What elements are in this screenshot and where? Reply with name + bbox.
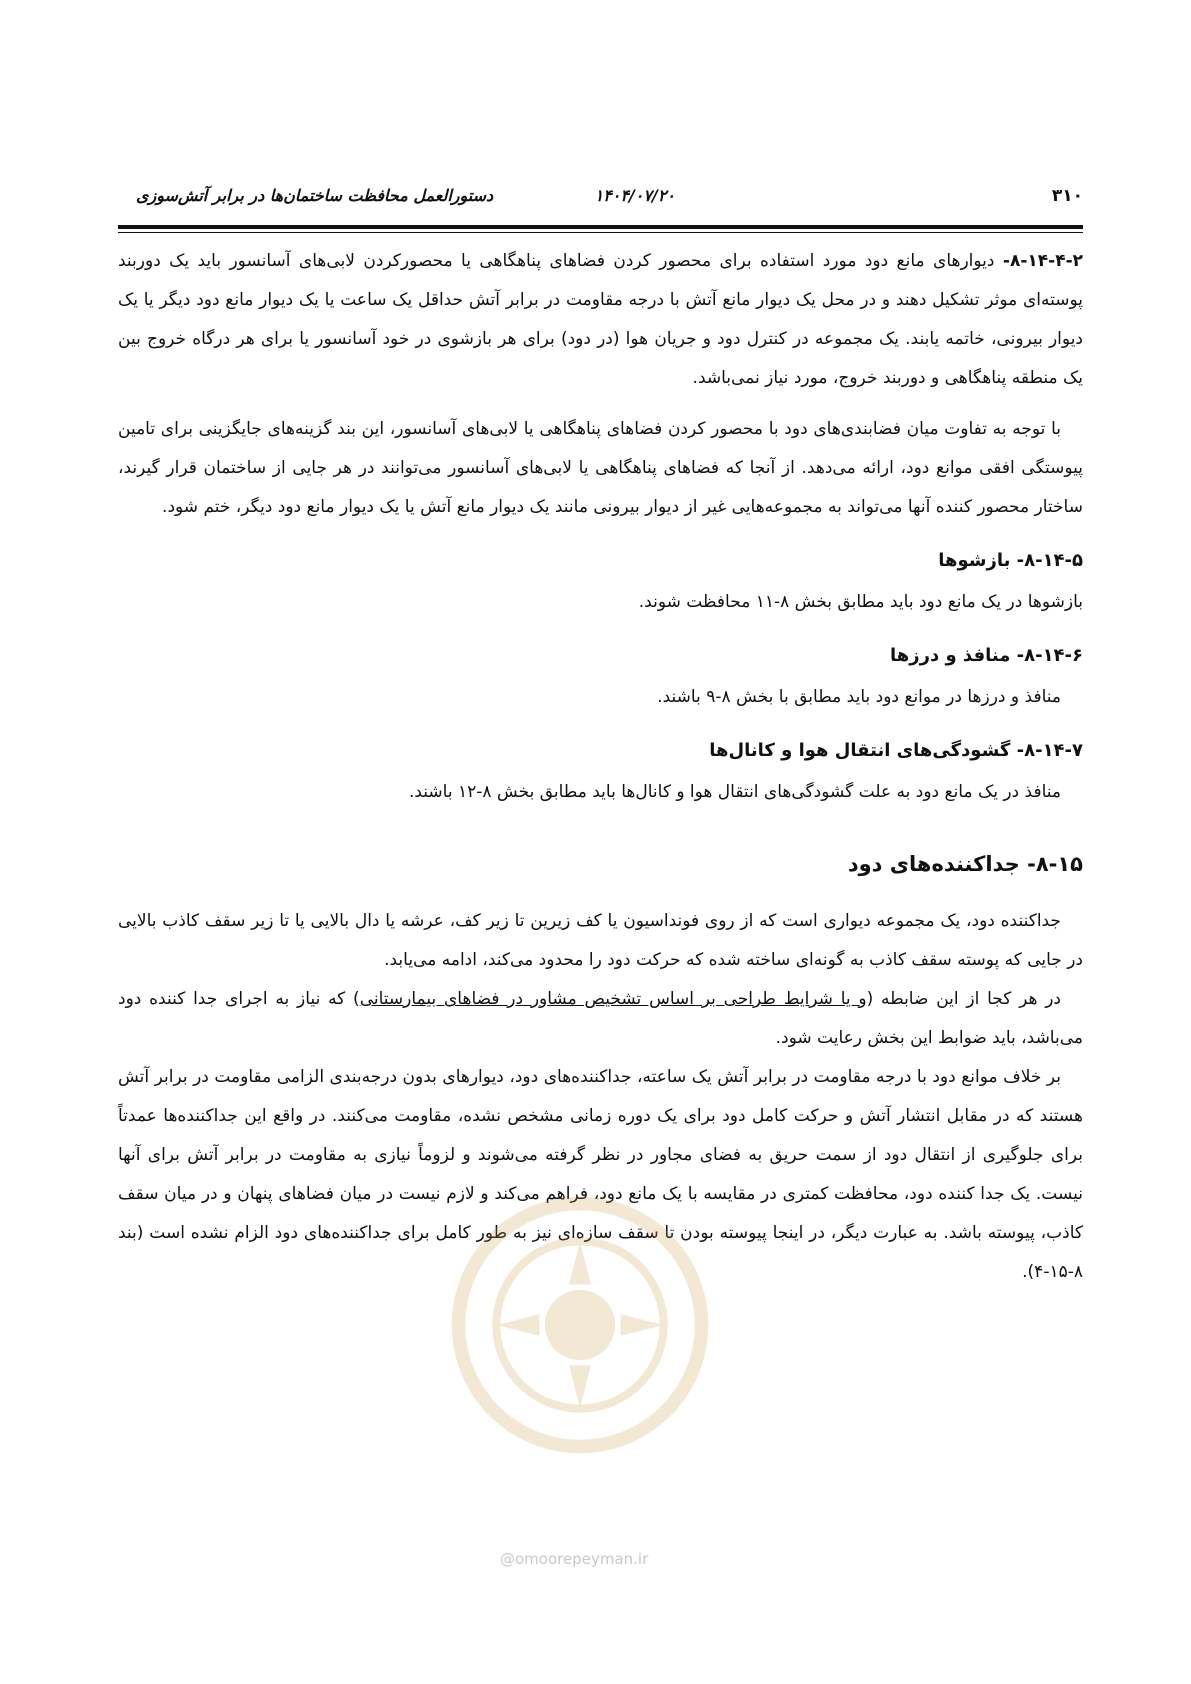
clause-text: دیوارهای مانع دود مورد استفاده برای محصور کردن فضاهای پناهگاهی یا محصورکردن لابی‌های آسانسور باید یک دوربند پوسته‌ای موثر تشکیل دهند و در محل یک دیوار مانع آتش با درجه مقاومت در برابر آتش حداقل یک ساعت یا یک دیوار مانع دود دیگر یا یک دیوار بیرونی، خاتمه یابند. یک مجموعه در کنترل دود و جریان هوا (در دود) برای هر بازشوی در خود آسانسور یا برای هر درگاه خروج بین یک منطقه پناهگاهی و دوربند خروج، مورد نیاز نمی‌باشد. (118, 251, 1083, 388)
section-heading-8-14-7: ۸-۱۴-۷- گشودگی‌های انتقال هوا و کانال‌ها (709, 740, 1083, 761)
paragraph-8-15-commentary: بر خلاف موانع دود با درجه مقاومت در برابر آتش یک ساعته، جداکننده‌های دود، دیوارهای بدون درجه‌بندی الزامی مقاومت در برابر آتش هستند که در مقابل انتشار آتش و حرکت کامل دود برای یک دوره زمانی مشخص نشده، مقاومت می‌کنند. در واقع این جداکننده‌ها عمدتاً برای جلوگیری از انتقال دود از سمت حریق به فضای مجاور در نظر گرفته می‌شوند و لزوماً نیازی به مقاومت در برابر آتش برای آنها نیست. یک جدا کننده دود، محافظت کمتری در مقایسه با یک مانع دود، فراهم می‌کند و لازم نیست در میان فضاهای پنهان و در میان سقف کاذب، پیوسته باشد. به عبارت دیگر، در اینجا پیوسته بودن تا سقف سازه‌ای نیز به طور کامل برای جداکننده‌های دود الزام نشده است (بند ۸-۱۵-۴). (118, 1067, 1083, 1282)
paragraph-8-14-5: بازشوها در یک مانع دود باید مطابق بخش ۸-۱۱ محافظت شوند. (638, 592, 1083, 612)
header-rule-thick (118, 225, 1083, 229)
paragraph-commentary-1: با توجه به تفاوت میان فضابندی‌های دود با محصور کردن فضاهای پناهگاهی یا لابی‌های آسانسور، این بند گزینه‌های جایگزینی برای تامین پیوستگی افقی موانع دود، ارائه می‌دهد. از آنجا که فضاهای پناهگاهی یا لابی‌های آسانسور می‌توانند در هر جایی از ساختمان قرار گیرند، ساختار محصور کننده آنها می‌تواند به مجموعه‌هایی غیر از دیوار بیرونی مانند یک دیوار مانع آتش یا یک دیوار مانع دود دیگر، ختم شود. (118, 419, 1083, 517)
scope-text-underlined: و یا شرایط طراحی بر اساس تشخیص مشاور در فضاهای بیمارستانی (359, 989, 867, 1009)
scope-text-start: در هر کجا از این ضابطه ( (866, 989, 1061, 1009)
clause-number: ۸-۱۴-۴-۲- (1002, 251, 1083, 271)
section-heading-8-14-6: ۸-۱۴-۶- منافذ و درزها (890, 645, 1083, 666)
paragraph-8-14-7: منافذ در یک مانع دود به علت گشودگی‌های انتقال هوا و کانال‌ها باید مطابق بخش ۸-۱۲ باشند. (408, 782, 1061, 802)
header-title: دستورالعمل محافظت ساختمان‌ها در برابر آتش‌سوزی (136, 186, 494, 205)
watermark-text: @omoorepeyman.ir (500, 1550, 649, 1568)
scope-text-end: ) که نیاز به اجرای جدا کننده دود می‌باشد، باید ضوابط این بخش رعایت شود. (118, 989, 1083, 1048)
header-rule-thin (118, 232, 1083, 233)
paragraph-8-15-scope (118, 980, 1083, 1058)
page-content (118, 242, 1083, 1292)
paragraph-8-15-definition: جداکننده دود، یک مجموعه دیواری است که از روی فونداسیون یا کف زیرین تا زیر کف، عرشه یا دال بالایی یا تا زیر سقف کاذب بالایی در جایی که پوسته سقف کاذب به گونه‌ای ساخته شده که حرکت دود را محدود می‌کند، ادامه می‌یابد. (118, 911, 1083, 970)
paragraph-8-14-4-2 (118, 242, 1083, 398)
section-heading-8-14-5: ۸-۱۴-۵- بازشوها (938, 550, 1083, 571)
watermark-seal-icon (445, 1190, 715, 1460)
page-number: ۳۱۰ (1051, 186, 1083, 206)
paragraph-8-14-6: منافذ و درزها در موانع دود باید مطابق با بخش ۸-۹ باشند. (657, 687, 1061, 707)
header-date: ۱۴۰۴/۰۷/۲۰ (594, 186, 675, 205)
page-header (118, 186, 1083, 212)
section-heading-8-15: ۸-۱۵- جداکننده‌های دود (847, 852, 1083, 876)
